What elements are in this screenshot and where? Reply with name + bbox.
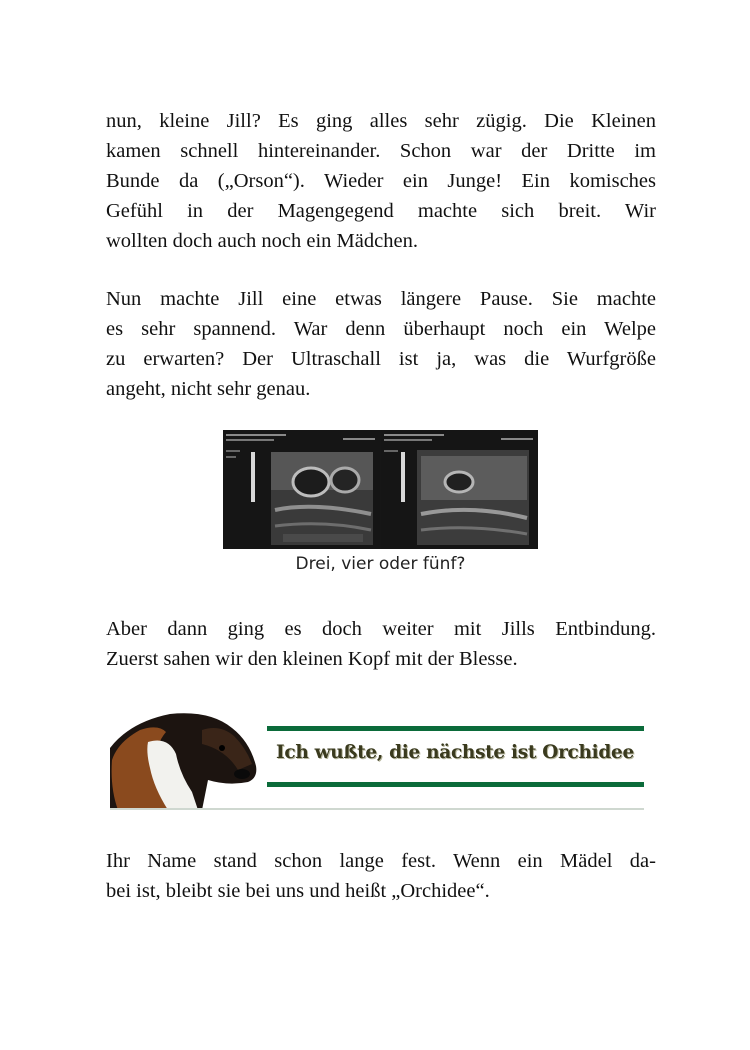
text-line: wollten doch auch noch ein Mädchen.	[106, 230, 418, 252]
orchidee-banner	[110, 708, 644, 812]
paragraph-pause	[106, 284, 656, 404]
text-line: Ihr Name stand schon lange fest. Wenn ein Mädel da-	[106, 850, 656, 872]
text-line: Bunde da („Orson“). Wieder ein Junge! Ein komisches	[106, 170, 656, 192]
text-line: Zuerst sahen wir den kleinen Kopf mit der Blesse.	[106, 648, 518, 670]
ultrasound-scan-left	[223, 430, 380, 549]
text-line: zu erwarten? Der Ultraschall ist ja, was die Wurfgröße	[106, 348, 656, 370]
ultrasound-image	[223, 430, 538, 549]
text-line: Nun machte Jill eine etwas längere Pause. Sie machte	[106, 288, 656, 310]
text-line: bei ist, bleibt sie bei uns und heißt „Orchidee“.	[106, 880, 490, 902]
text-line: es sehr spannend. War denn überhaupt noch ein Welpe	[106, 318, 656, 340]
paragraph-name	[106, 846, 656, 906]
text-line: Aber dann ging es doch weiter mit Jills Entbindung.	[106, 618, 656, 640]
paragraph-delivery	[106, 614, 656, 674]
text-line: angeht, nicht sehr genau.	[106, 378, 311, 400]
ultrasound-scan-right	[381, 430, 538, 549]
text-line: nun, kleine Jill? Es ging alles sehr zügig. Die Kleinen	[106, 110, 656, 132]
banner-baseline	[110, 808, 644, 810]
banner-top-rule	[267, 726, 644, 731]
figure-caption: Drei, vier oder fünf?	[295, 554, 466, 574]
text-line: kamen schnell hintereinander. Schon war der Dritte im	[106, 140, 656, 162]
banner-bottom-rule	[267, 782, 644, 787]
banner-headline: Ich wußte, die nächste ist Orchidee	[276, 742, 634, 763]
paragraph-birth-progress	[106, 106, 656, 256]
text-line: Gefühl in der Magengegend machte sich breit. Wir	[106, 200, 656, 222]
puppy-image	[110, 708, 260, 810]
